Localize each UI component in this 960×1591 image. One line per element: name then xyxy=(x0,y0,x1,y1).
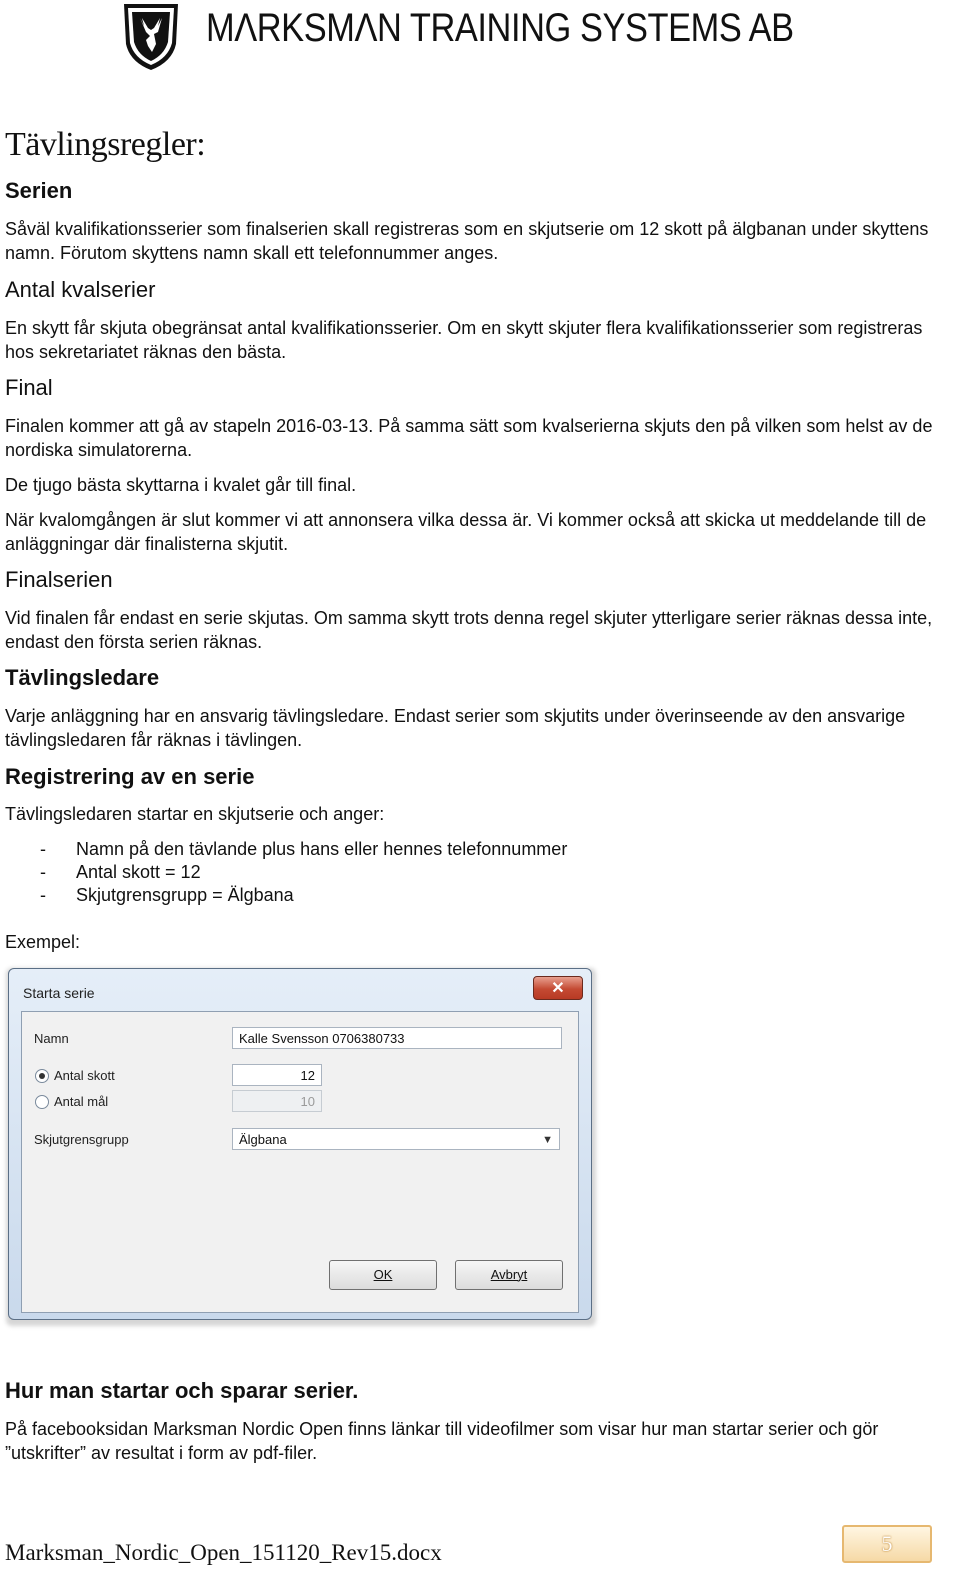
chevron-down-icon: ▼ xyxy=(542,1134,553,1146)
list-item: - Antal skott = 12 xyxy=(40,862,201,882)
heading-registrering: Registrering av en serie xyxy=(5,764,255,789)
close-icon[interactable]: ✕ xyxy=(533,976,583,1000)
paragraph-tavlingsledare: Varje anläggning har en ansvarig tävlingsledare. Endast serier som skjutits under överinseende av den ansvarige tävlingsledaren får räknas i tävlingen. xyxy=(5,706,906,750)
company-name: MΛRKSMΛN TRAINING SYSTEMS AB xyxy=(206,6,794,50)
paragraph-registrering: Tävlingsledaren startar en skjutserie och anger: xyxy=(5,804,385,824)
list-item: - Namn på den tävlande plus hans eller hennes telefonnummer xyxy=(40,839,568,859)
heading-antal-kvalserier: Antal kvalserier xyxy=(5,277,156,302)
heading-hur-man-startar: Hur man startar och sparar serier. xyxy=(5,1378,359,1403)
heading-tavlingsledare: Tävlingsledare xyxy=(5,665,160,690)
paragraph-final-2: De tjugo bästa skyttarna i kvalet går till final. xyxy=(5,475,357,495)
antal-skott-radio[interactable] xyxy=(35,1069,49,1083)
antal-skott-label: Antal skott xyxy=(54,1068,115,1083)
namn-label: Namn xyxy=(34,1031,69,1046)
page-number: 5 xyxy=(842,1525,932,1563)
paragraph-hur-man-startar: På facebooksidan Marksman Nordic Open finns länkar till videofilmer som visar hur man startar serier och gör ”utskrifter” av resultat i form av pdf-filer. xyxy=(5,1419,879,1463)
heading-final: Final xyxy=(5,375,53,400)
list-item: - Skjutgrensgrupp = Älgbana xyxy=(40,885,294,905)
avbryt-button[interactable]: Avbryt xyxy=(455,1260,563,1290)
antal-mal-label: Antal mål xyxy=(54,1094,109,1109)
paragraph-final-3: När kvalomgången är slut kommer vi att annonsera vilka dessa är. Vi kommer också att skicka ut meddelande till de anläggningar där finalisterna skjutit. xyxy=(5,510,927,554)
paragraph-serien: Såväl kvalifikationsserier som finalserien skall registreras som en skjutserie om 12 skott på älgbanan under skyttens namn. Förutom skyttens namn skall ett telefonnummer anges. xyxy=(5,219,929,263)
example-label: Exempel: xyxy=(5,932,81,952)
page-title: Tävlingsregler: xyxy=(5,126,206,163)
heading-serien: Serien xyxy=(5,178,73,203)
antal-mal-field[interactable]: 10 xyxy=(232,1090,322,1112)
paragraph-finalserien: Vid finalen får endast en serie skjutas. Om samma skytt trots denna regel skjuter ytterligare serier räknas dessa inte, endast den första serien räknas. xyxy=(5,608,933,652)
paragraph-antal-kvalserier: En skytt får skjuta obegränsat antal kvalifikationsserier. Om en skytt skjuter flera kvalifikationsserier som registreras hos sekretariatet räknas den bästa. xyxy=(5,318,923,362)
dialog-body xyxy=(21,1011,579,1313)
bullet-list xyxy=(40,838,567,907)
starta-serie-dialog xyxy=(8,968,592,1320)
skjutgrensgrupp-select[interactable]: Älgbana ▼ xyxy=(232,1128,560,1150)
skjutgrensgrupp-label: Skjutgrensgrupp xyxy=(34,1132,129,1147)
footer-filename: Marksman_Nordic_Open_151120_Rev15.docx xyxy=(5,1540,442,1565)
dialog-title: Starta serie xyxy=(23,985,95,1001)
antal-mal-radio[interactable] xyxy=(35,1095,49,1109)
ok-button[interactable]: OK xyxy=(329,1260,437,1290)
heading-finalserien: Finalserien xyxy=(5,567,113,592)
company-logo xyxy=(112,0,190,72)
paragraph-final-1: Finalen kommer att gå av stapeln 2016-03-13. På samma sätt som kvalserierna skjuts den på vilken som helst av de nordiska simulatorerna. xyxy=(5,416,933,460)
antal-skott-field[interactable]: 12 xyxy=(232,1064,322,1086)
namn-field[interactable]: Kalle Svensson 0706380733 xyxy=(232,1027,562,1049)
